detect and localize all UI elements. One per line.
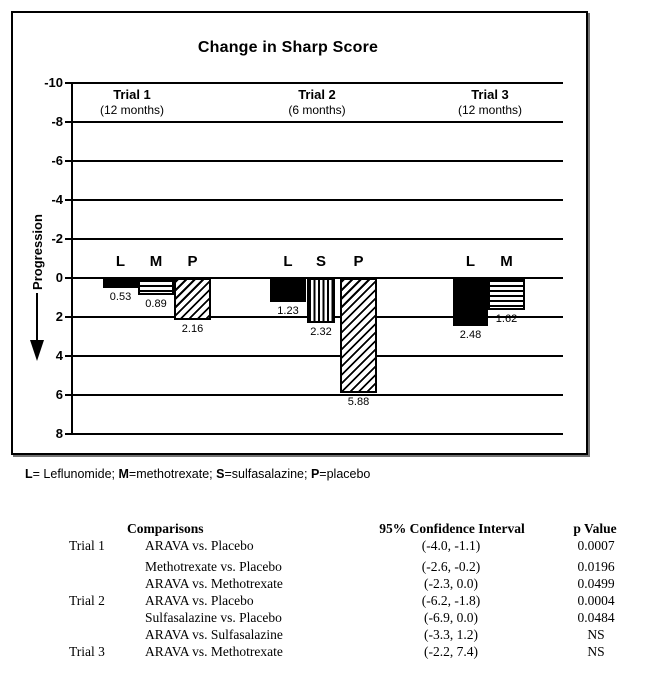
- table-cell-p: 0.0196: [577, 559, 615, 574]
- y-tick-label: -2: [51, 231, 63, 246]
- table-cell-p: 0.0484: [577, 610, 615, 625]
- y-tick-label: 2: [55, 309, 63, 324]
- table-cell-comparison: ARAVA vs. Placebo: [145, 593, 254, 608]
- legend-text: =placebo: [319, 467, 371, 481]
- y-tick-label: 4: [55, 348, 63, 363]
- legend-key: P: [310, 467, 320, 481]
- legend-text: = Leflunomide;: [32, 467, 119, 481]
- bar-value-label: 2.48: [459, 329, 482, 341]
- bar-value-label: 5.88: [347, 396, 370, 408]
- bar-value-label: 2.16: [181, 323, 204, 335]
- bar-letter-label: S: [315, 253, 327, 270]
- table-cell-p: NS: [587, 644, 605, 659]
- table-cell-ci: (-2.3, 0.0): [424, 576, 478, 591]
- table-cell-ci: (-3.3, 1.2): [424, 627, 478, 642]
- bar-letter-label: L: [283, 253, 293, 270]
- chart-title: Change in Sharp Score: [197, 39, 379, 56]
- y-tick-label: -6: [51, 153, 63, 168]
- table-cell-p: 0.0007: [577, 538, 615, 553]
- table-header-p: p Value: [573, 521, 617, 536]
- trial-header: Trial 3: [471, 87, 509, 102]
- table-cell-p: NS: [587, 627, 605, 642]
- table-header-comparisons: Comparisons: [127, 521, 204, 536]
- table-cell-comparison: ARAVA vs. Sulfasalazine: [145, 627, 283, 642]
- table-cell-ci: (-6.2, -1.8): [421, 593, 481, 608]
- table-cell-ci: (-2.2, 7.4): [424, 644, 478, 659]
- bar-value-label: 0.53: [109, 291, 132, 303]
- trial-duration: (12 months): [457, 103, 523, 117]
- table-cell-ci: (-4.0, -1.1): [421, 538, 481, 553]
- table-header-ci: 95% Confidence Interval: [379, 521, 525, 536]
- trial-header: Trial 2: [298, 87, 336, 102]
- bar-value-label: 1.62: [495, 313, 518, 325]
- bar-letter-label: M: [500, 253, 513, 270]
- legend-text: =methotrexate;: [128, 467, 217, 481]
- y-tick-label: 0: [55, 270, 63, 285]
- bar-value-label: 1.23: [277, 305, 299, 317]
- bar-letter-label: M: [149, 253, 163, 270]
- trial-duration: (6 months): [288, 103, 346, 117]
- y-tick-label: -10: [44, 75, 63, 90]
- table-cell-comparison: ARAVA vs. Placebo: [145, 538, 254, 553]
- table-cell-trial: Trial 3: [69, 644, 105, 659]
- y-tick-label: 6: [55, 387, 63, 402]
- y-tick-label: 8: [55, 426, 63, 441]
- bar-letter-label: P: [353, 253, 364, 270]
- table-cell-ci: (-2.6, -0.2): [421, 559, 481, 574]
- bar-value-label: 2.32: [310, 326, 332, 338]
- bar-letter-label: P: [187, 253, 198, 270]
- legend-key: L: [25, 467, 33, 481]
- table-cell-comparison: Sulfasalazine vs. Placebo: [145, 610, 282, 625]
- y-tick-label: -4: [51, 192, 63, 207]
- table-cell-trial: Trial 1: [69, 538, 105, 553]
- trial-header: Trial 1: [113, 87, 151, 102]
- y-tick-label: -8: [51, 114, 63, 129]
- bar-value-label: 0.89: [145, 298, 167, 310]
- legend-key: M: [118, 467, 129, 481]
- table-cell-p: 0.0004: [577, 593, 615, 608]
- table-cell-comparison: ARAVA vs. Methotrexate: [145, 644, 283, 659]
- table-cell-trial: Trial 2: [69, 593, 105, 608]
- y-axis-label: Progression: [30, 214, 45, 290]
- table-cell-comparison: Methotrexate vs. Placebo: [145, 559, 282, 574]
- legend-text: =sulfasalazine;: [224, 467, 311, 481]
- table-cell-p: 0.0499: [577, 576, 615, 591]
- legend-key: S: [216, 467, 225, 481]
- bar-letter-label: L: [465, 253, 476, 270]
- table-cell-ci: (-6.9, 0.0): [424, 610, 478, 625]
- bar-letter-label: L: [115, 253, 126, 270]
- trial-duration: (12 months): [99, 103, 165, 117]
- table-cell-comparison: ARAVA vs. Methotrexate: [145, 576, 283, 591]
